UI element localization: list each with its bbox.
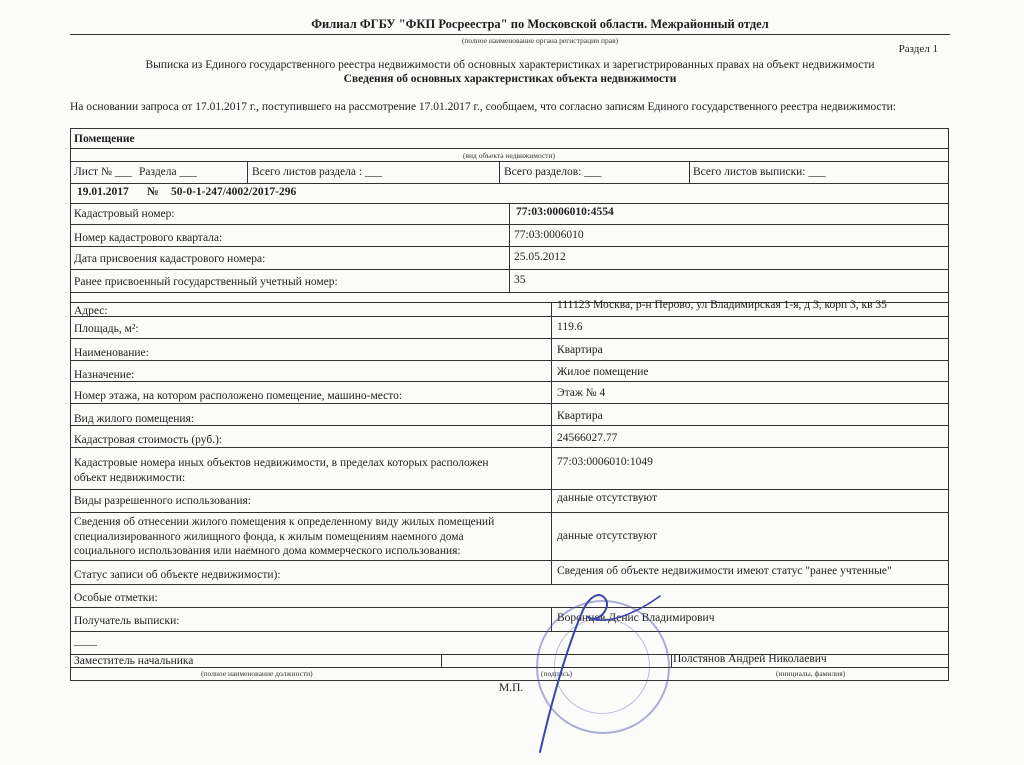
table-divider: [71, 148, 948, 149]
permitted-use-value: данные отсутствуют: [557, 492, 657, 504]
extract-number: 50-0-1-247/4002/2017-296: [171, 186, 297, 198]
parent-objects-label: Кадастровые номера иных объектов недвижимости, в пределах которых расположен: [74, 457, 489, 469]
floor-label: Номер этажа, на котором расположено помещение, машино-место:: [74, 390, 403, 402]
table-divider: [509, 203, 510, 292]
housing-stock-label: Сведения об отнесении жилого помещения к определенному виду жилых помещений: [74, 516, 495, 528]
table-divider: [551, 302, 552, 584]
sheet-number: Лист № ___: [74, 166, 133, 178]
name-label: Наименование:: [74, 347, 149, 359]
dwelling-type-label: Вид жилого помещения:: [74, 413, 195, 425]
section-number: Раздела ___: [139, 166, 197, 178]
signature-caption: (подпись): [541, 669, 573, 678]
table-divider: [71, 292, 948, 293]
dwelling-type-value: Квартира: [557, 410, 603, 422]
table-divider: [71, 607, 948, 608]
extract-date: 19.01.2017: [77, 186, 129, 198]
table-divider: [71, 403, 948, 404]
object-type-caption: (вид объекта недвижимости): [463, 151, 556, 160]
floor-value: Этаж № 4: [557, 387, 606, 399]
address-value: 111123 Москва, р-н Перово, ул Владимирская 1-я, д 3, корп 3, кв 35: [557, 299, 887, 311]
organization-title: Филиал ФГБУ "ФКП Росреестра" по Московской области. Межрайонный отдел: [311, 17, 769, 31]
footer-dash: ____: [74, 635, 97, 647]
area-value: 119.6: [557, 321, 583, 333]
table-divider: [71, 667, 948, 668]
organization-caption: (полное наименование органа регистрации прав): [461, 36, 619, 45]
special-notes-label: Особые отметки:: [74, 592, 158, 604]
assign-date-label: Дата присвоения кадастрового номера:: [74, 253, 266, 265]
signatory-name: Полстянов Андрей Николаевич: [673, 653, 827, 665]
extract-title: Выписка из Единого государственного реестра недвижимости об основных характеристиках и зарегистрированных правах на объект недвижимости: [145, 59, 875, 71]
table-divider: [247, 161, 248, 183]
previous-number-label: Ранее присвоенный государственный учетный номер:: [74, 276, 338, 288]
assign-date-value: 25.05.2012: [514, 251, 566, 263]
area-label: Площадь, м²:: [74, 323, 139, 335]
quarter-number-label: Номер кадастрового квартала:: [74, 232, 223, 244]
stamp-place-label: М.П.: [499, 682, 524, 694]
recipient-label: Получатель выписки:: [74, 615, 180, 627]
signatory-position: Заместитель начальника: [74, 655, 194, 667]
table-divider: [499, 161, 500, 183]
record-status-value: Сведения об объекте недвижимости имеют статус "ранее учтенные": [557, 565, 892, 577]
address-label: Адрес:: [74, 305, 108, 317]
characteristics-table: [70, 128, 949, 681]
total-sheets: Всего листов выписки: ___: [693, 166, 826, 178]
housing-stock-label-cont: специализированного жилищного фонда, к жилым помещениям наемного дома: [74, 531, 464, 543]
table-divider: [71, 489, 948, 490]
parent-objects-label-cont: объект недвижимости:: [74, 472, 186, 484]
table-divider: [71, 338, 948, 339]
housing-stock-value: данные отсутствуют: [557, 530, 657, 542]
total-sections: Всего разделов: ___: [504, 166, 602, 178]
object-type: Помещение: [74, 133, 135, 145]
table-divider: [71, 560, 948, 561]
purpose-label: Назначение:: [74, 369, 135, 381]
basis-text: На основании запроса от 17.01.2017 г., поступившего на рассмотрение 17.01.2017 г., сообщаем, что согласно записям Единого государственного реестра недвижимости:: [70, 101, 897, 113]
table-divider: [71, 183, 948, 184]
table-divider: [71, 631, 948, 632]
table-divider: [71, 512, 948, 513]
table-divider: [689, 161, 690, 183]
name-value: Квартира: [557, 344, 603, 356]
section-label: Раздел 1: [898, 43, 938, 55]
official-stamp: [536, 600, 670, 734]
permitted-use-label: Виды разрешенного использования:: [74, 495, 251, 507]
sheets-in-section: Всего листов раздела : ___: [252, 166, 383, 178]
cadastral-number-value: 77:03:0006010:4554: [516, 206, 614, 218]
extract-subtitle: Сведения об основных характеристиках объекта недвижимости: [343, 73, 677, 85]
table-divider: [71, 161, 948, 162]
housing-stock-label-end: социального использования или наемного дома коммерческого использования:: [74, 545, 461, 557]
table-divider: [71, 360, 948, 361]
table-divider: [441, 654, 442, 667]
quarter-number-value: 77:03:0006010: [514, 229, 584, 241]
cadastral-number-label: Кадастровый номер:: [74, 208, 175, 220]
cadastral-value-value: 24566027.77: [557, 432, 618, 444]
parent-objects-value: 77:03:0006010:1049: [557, 456, 653, 468]
recipient-value: Воронцов Денис Владимирович: [557, 612, 715, 624]
table-divider: [71, 447, 948, 448]
position-caption: (полное наименование должности): [201, 669, 313, 678]
purpose-value: Жилое помещение: [557, 366, 649, 378]
record-status-label: Статус записи об объекте недвижимости):: [74, 569, 281, 581]
name-caption: (инициалы, фамилия): [776, 669, 846, 678]
previous-number-value: 35: [514, 274, 526, 286]
cadastral-value-label: Кадастровая стоимость (руб.):: [74, 434, 223, 446]
table-divider: [71, 381, 948, 382]
table-divider: [71, 425, 948, 426]
extract-number-sign: №: [147, 186, 159, 198]
table-divider: [671, 654, 672, 667]
table-divider: [71, 316, 948, 317]
organization-underline: [70, 34, 950, 35]
table-divider: [71, 584, 948, 585]
